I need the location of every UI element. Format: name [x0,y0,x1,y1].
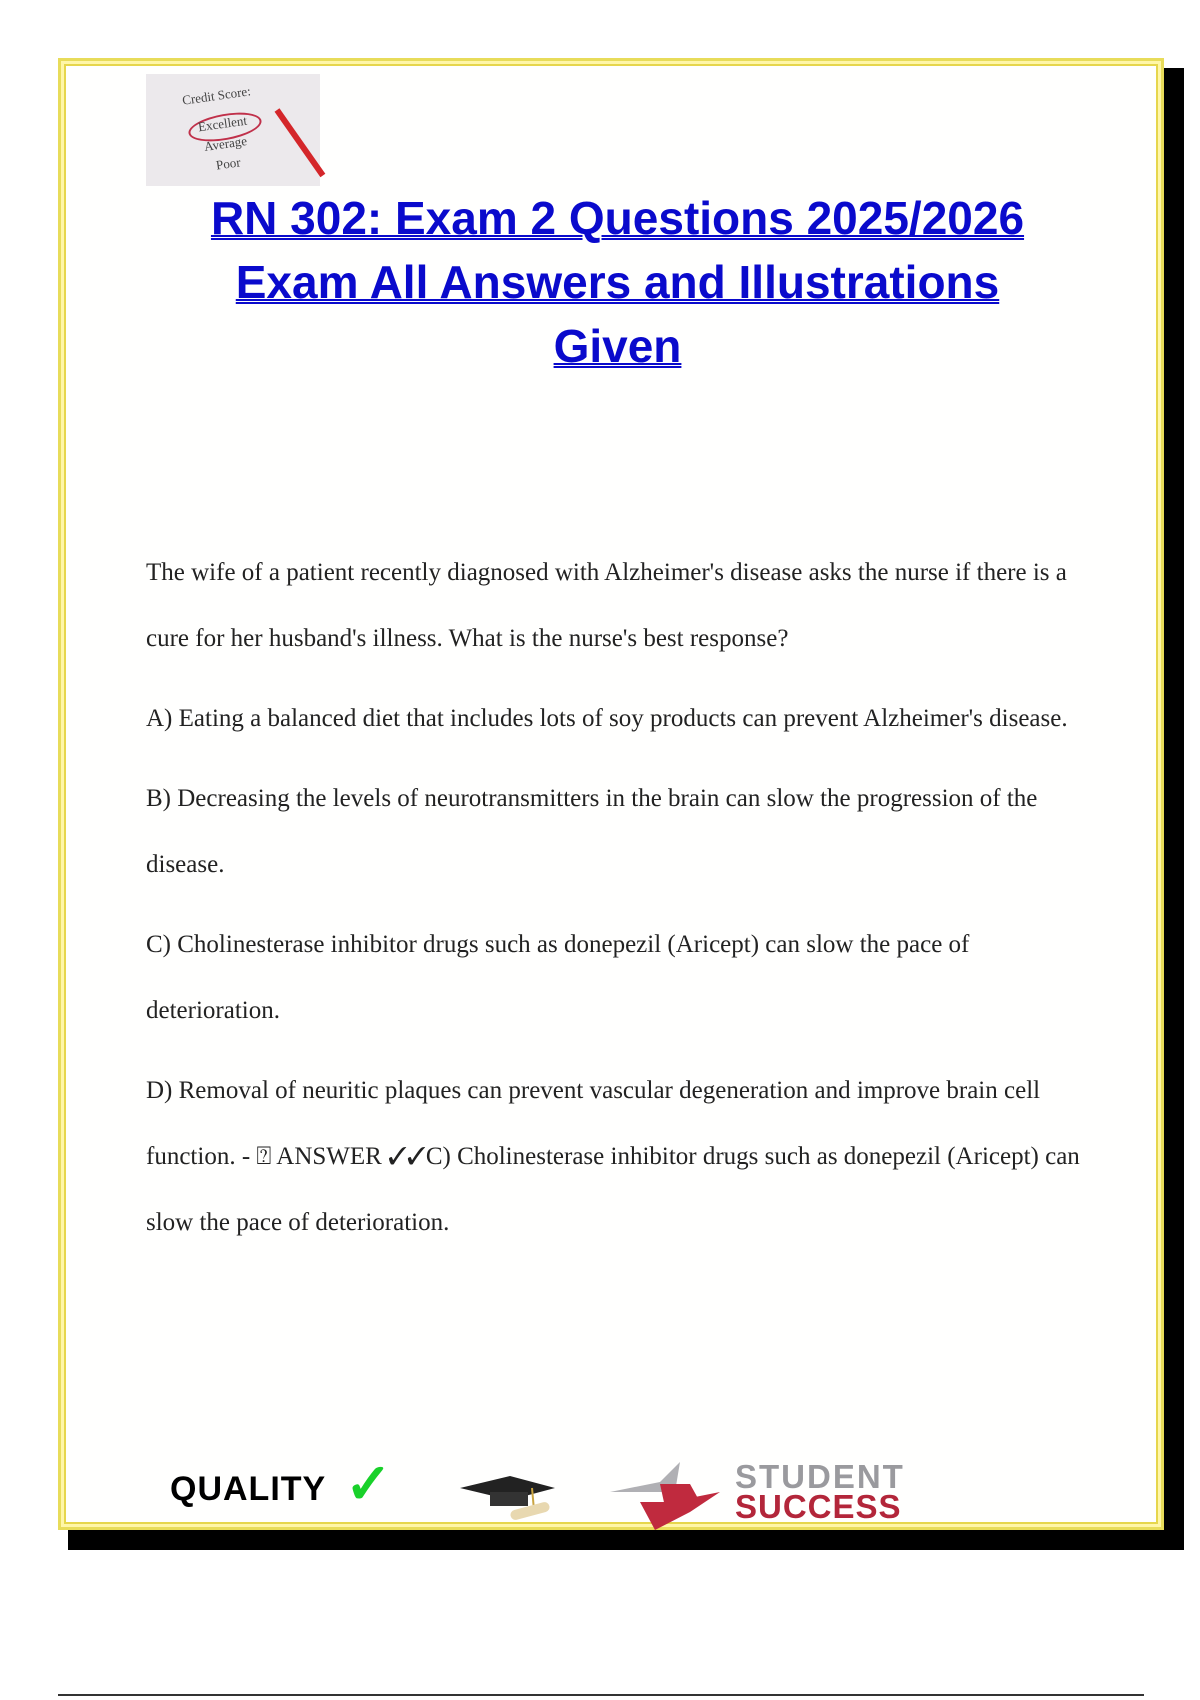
option-b: B) Decreasing the levels of neurotransmitters in the brain can slow the progression of the disease. [146,785,1038,878]
option-d-and-answer: D) Removal of neuritic plaques can prevent vascular degeneration and improve brain cell function. - ⍰ ANSWER ✓✓C) Cholinesterase inhibitor drugs such as donepezil (Aricept) can slow the pace of deterioration. [146,1077,1080,1236]
graduation-cap-icon [460,1470,560,1520]
student-success-logo [735,1458,905,1525]
title-line-3: Given [553,320,682,372]
success-text: SUCCESS [735,1488,902,1525]
credit-score-image [146,74,320,186]
green-check-icon: ✓ [345,1454,392,1516]
credit-score-label: Credit Score: [181,83,252,108]
title-line-2: Exam All Answers and Illustrations [235,256,1000,308]
quality-logo: QUALITY [170,1470,327,1508]
document-title [120,186,1115,378]
option-a: A) Eating a balanced diet that includes lots of soy products can prevent Alzheimer's disease. [146,705,1068,732]
student-text: STUDENT [735,1458,905,1495]
bottom-divider [58,1694,1144,1696]
credit-average: Average [203,133,248,154]
credit-poor: Poor [215,154,242,173]
footer-logos [170,1454,1050,1532]
title-line-1: RN 302: Exam 2 Questions 2025/2026 [210,192,1025,244]
question-block [146,540,1086,1270]
credit-excellent: Excellent [197,112,248,135]
option-c: C) Cholinesterase inhibitor drugs such as donepezil (Aricept) can slow the pace of deterioration. [146,931,970,1024]
question-text: The wife of a patient recently diagnosed with Alzheimer's disease asks the nurse if there is a cure for her husband's illness. What is the nurse's best response? [146,559,1067,652]
star-logo-icon [600,1462,730,1532]
pencil-icon [275,108,326,177]
